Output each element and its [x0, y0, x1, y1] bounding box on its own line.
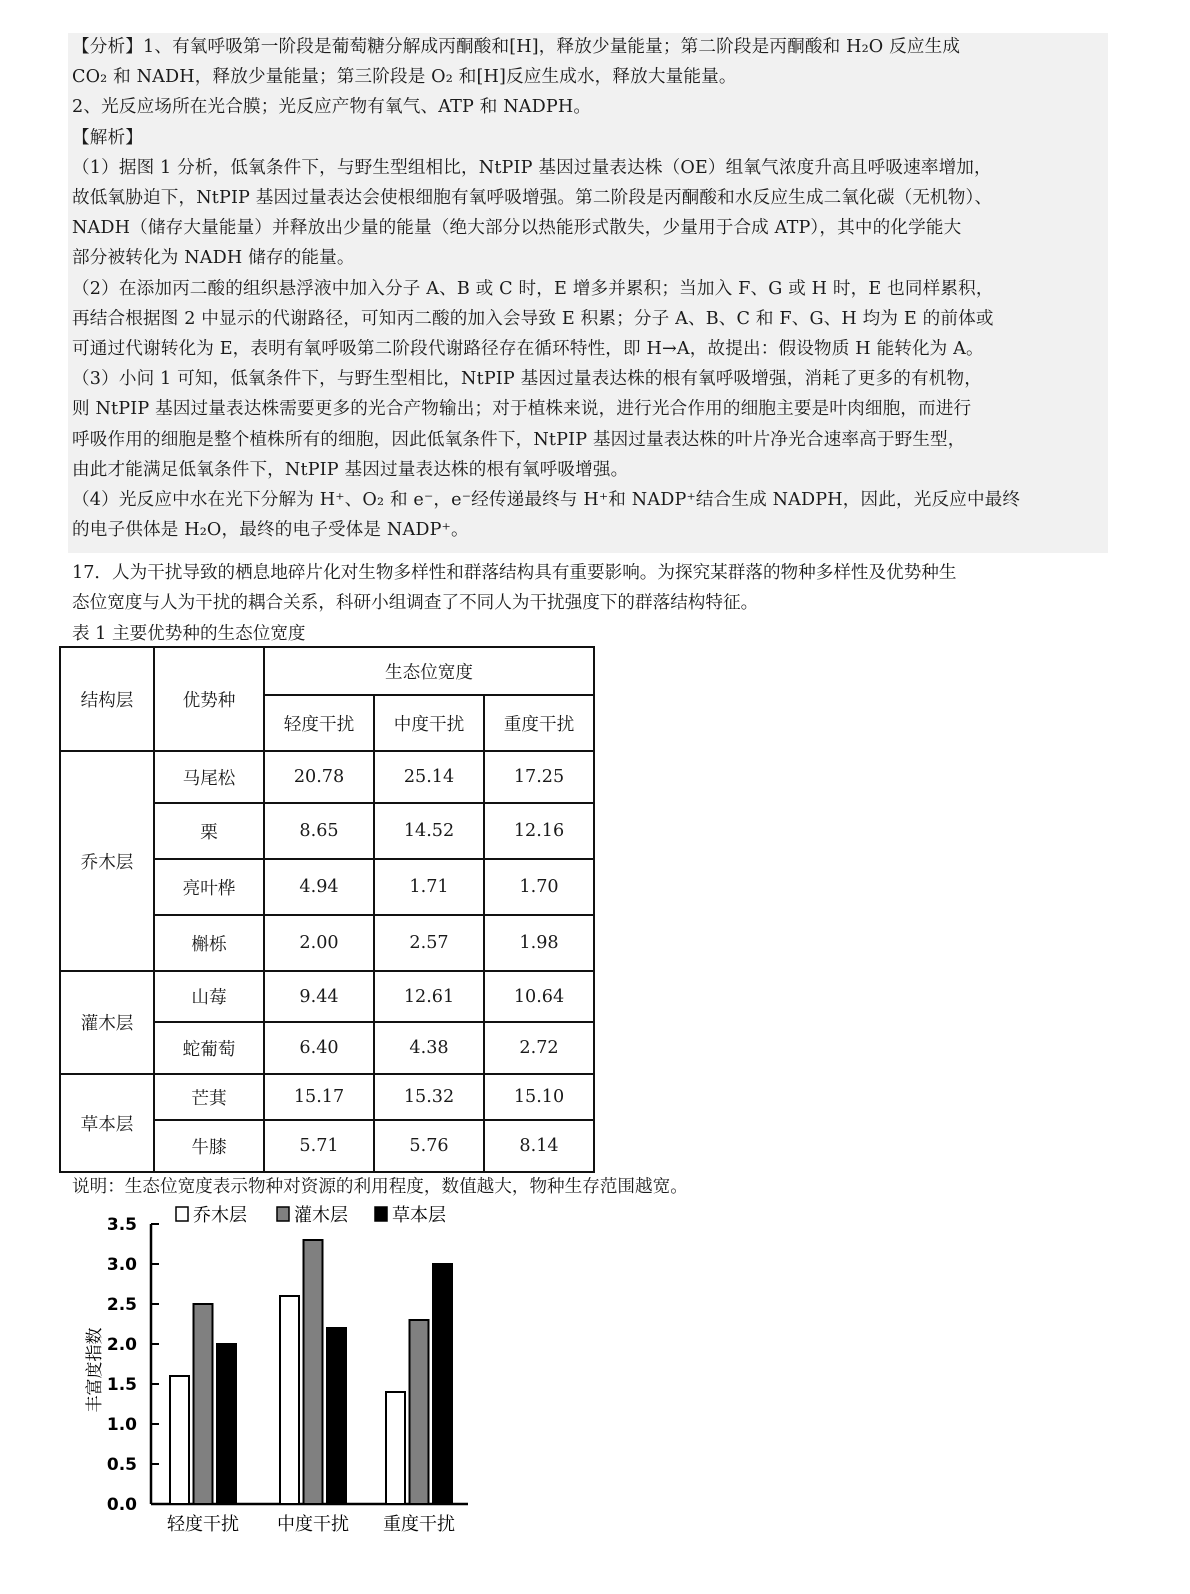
bar-shrub — [304, 1240, 323, 1504]
analysis-line: 故低氧胁迫下，NtPIP 基因过量表达会使根细胞有氧呼吸增强。第二阶段是丙酮酸和水反应生成二氧化碳（无机物）、 — [72, 188, 993, 208]
value-cell: 8.65 — [264, 803, 374, 859]
layer-cell: 草本层 — [60, 1074, 154, 1172]
header-light: 轻度干扰 — [264, 695, 374, 751]
bar-herb — [433, 1264, 452, 1504]
analysis-line: 2、光反应场所在光合膜；光反应产物有氧气、ATP 和 NADPH。 — [72, 97, 592, 118]
question-line: 17．人为干扰导致的栖息地碎片化对生物多样性和群落结构具有重要影响。为探究某群落的物种多样性及优势种生 — [72, 563, 957, 583]
legend-label: 乔木层 — [193, 1205, 247, 1226]
species-cell: 山莓 — [154, 971, 264, 1022]
table-row — [60, 751, 594, 803]
species-cell: 芒萁 — [154, 1074, 264, 1120]
value-cell: 14.52 — [374, 803, 484, 859]
value-cell: 8.14 — [484, 1120, 594, 1172]
chart-svg — [70, 1200, 490, 1560]
value-cell: 5.76 — [374, 1120, 484, 1172]
value-cell: 15.17 — [264, 1074, 374, 1120]
layer-cell: 灌木层 — [60, 971, 154, 1074]
analysis-line: 由此才能满足低氧条件下，NtPIP 基因过量表达株的根有氧呼吸增强。 — [72, 459, 629, 480]
value-cell: 15.32 — [374, 1074, 484, 1120]
species-cell: 牛膝 — [154, 1120, 264, 1172]
table-note: 说明：生态位宽度表示物种对资源的利用程度，数值越大，物种生存范围越宽。 — [72, 1177, 688, 1197]
analysis-line: 呼吸作用的细胞是整个植株所有的细胞，因此低氧条件下，NtPIP 基因过量表达株的叶片净光合速率高于野生型， — [72, 429, 966, 450]
layer-cell: 乔木层 — [60, 751, 154, 971]
x-tick-label: 重度干扰 — [383, 1514, 455, 1535]
value-cell: 4.94 — [264, 859, 374, 915]
header-heavy: 重度干扰 — [484, 695, 594, 751]
y-tick-label: 2.5 — [106, 1295, 137, 1315]
species-cell: 栗 — [154, 803, 264, 859]
value-cell: 10.64 — [484, 971, 594, 1022]
value-cell: 1.98 — [484, 915, 594, 971]
y-tick-label: 3.0 — [106, 1255, 137, 1275]
analysis-line: 可通过代谢转化为 E，表明有氧呼吸第二阶段代谢路径存在循环特性，即 H→A，故提出：假设物质 H 能转化为 A。 — [72, 339, 984, 359]
value-cell: 1.70 — [484, 859, 594, 915]
analysis-line: （3）小问 1 可知，低氧条件下，与野生型相比，NtPIP 基因过量表达株的根有氧呼吸增强，消耗了更多的有机物， — [72, 369, 982, 390]
value-cell: 12.16 — [484, 803, 594, 859]
value-cell: 4.38 — [374, 1022, 484, 1074]
y-tick-label: 2.0 — [106, 1335, 137, 1355]
analysis-line: 【分析】1、有氧呼吸第一阶段是葡萄糖分解成丙酮酸和[H]，释放少量能量；第二阶段是丙酮酸和 H₂O 反应生成 — [72, 37, 961, 57]
bar-tree — [280, 1296, 299, 1504]
legend-swatch — [277, 1207, 289, 1221]
question-line: 态位宽度与人为干扰的耦合关系，科研小组调查了不同人为干扰强度下的群落结构特征。 — [72, 593, 759, 613]
analysis-line: CO₂ 和 NADH，释放少量能量；第三阶段是 O₂ 和[H]反应生成水，释放大量能量。 — [72, 67, 737, 88]
analysis-line: 则 NtPIP 基因过量表达株需要更多的光合产物输出；对于植株来说，进行光合作用的细胞主要是叶肉细胞，而进行 — [72, 399, 972, 420]
header-niche-width: 生态位宽度 — [264, 647, 594, 695]
y-tick-label: 3.5 — [106, 1215, 137, 1235]
header-species: 优势种 — [154, 647, 264, 751]
analysis-line: NADH（储存大量能量）并释放出少量的能量（绝大部分以热能形式散失，少量用于合成 ATP），其中的化学能大 — [72, 218, 962, 239]
bar-herb — [327, 1328, 346, 1504]
value-cell: 2.72 — [484, 1022, 594, 1074]
y-tick-label: 0.5 — [106, 1455, 137, 1475]
x-tick-label: 轻度干扰 — [167, 1514, 239, 1535]
species-cell: 亮叶桦 — [154, 859, 264, 915]
table-row — [60, 971, 594, 1022]
species-cell: 马尾松 — [154, 751, 264, 803]
value-cell: 15.10 — [484, 1074, 594, 1120]
bar-tree — [386, 1392, 405, 1504]
table-row — [60, 1074, 594, 1120]
bar-shrub — [410, 1320, 429, 1504]
value-cell: 2.57 — [374, 915, 484, 971]
value-cell: 9.44 — [264, 971, 374, 1022]
analysis-line: （1）据图 1 分析，低氧条件下，与野生型组相比，NtPIP 基因过量表达株（OE）组氧气浓度升高且呼吸速率增加， — [72, 157, 992, 178]
analysis-line: 部分被转化为 NADH 储存的能量。 — [72, 248, 355, 269]
table-caption: 表 1 主要优势种的生态位宽度 — [72, 624, 306, 644]
species-cell: 槲栎 — [154, 915, 264, 971]
legend-swatch — [375, 1207, 387, 1221]
y-tick-label: 0.0 — [106, 1495, 137, 1515]
value-cell: 25.14 — [374, 751, 484, 803]
value-cell: 20.78 — [264, 751, 374, 803]
analysis-line: （2）在添加丙二酸的组织悬浮液中加入分子 A、B 或 C 时，E 增多并累积；当加入 F、G 或 H 时，E 也同样累积， — [72, 278, 994, 299]
value-cell: 2.00 — [264, 915, 374, 971]
species-cell: 蛇葡萄 — [154, 1022, 264, 1074]
bar-tree — [170, 1376, 189, 1504]
value-cell: 17.25 — [484, 751, 594, 803]
value-cell: 1.71 — [374, 859, 484, 915]
y-axis-label: 丰富度指数 — [85, 1327, 105, 1413]
analysis-line: （4）光反应中水在光下分解为 H⁺、O₂ 和 e⁻，e⁻经传递最终与 H⁺和 NADP⁺结合生成 NADPH，因此，光反应中最终 — [72, 490, 1021, 510]
niche-width-table — [59, 646, 595, 1173]
analysis-line: 【解析】 — [72, 127, 143, 148]
y-tick-label: 1.5 — [106, 1375, 137, 1395]
y-tick-label: 1.0 — [106, 1415, 137, 1435]
analysis-line: 的电子供体是 H₂O，最终的电子受体是 NADP⁺。 — [72, 520, 469, 541]
bar-herb — [217, 1344, 236, 1504]
value-cell: 6.40 — [264, 1022, 374, 1074]
legend-label: 草本层 — [392, 1205, 446, 1226]
table-header-row — [60, 647, 594, 695]
value-cell: 12.61 — [374, 971, 484, 1022]
header-layer: 结构层 — [60, 647, 154, 751]
value-cell: 5.71 — [264, 1120, 374, 1172]
bar-shrub — [194, 1304, 213, 1504]
legend-swatch — [176, 1207, 188, 1221]
x-tick-label: 中度干扰 — [277, 1514, 349, 1535]
analysis-line: 再结合根据图 2 中显示的代谢路径，可知丙二酸的加入会导致 E 积累；分子 A、B、C 和 F、G、H 均为 E 的前体或 — [72, 308, 994, 329]
legend-label: 灌木层 — [294, 1205, 348, 1226]
richness-bar-chart — [70, 1200, 490, 1560]
header-moderate: 中度干扰 — [374, 695, 484, 751]
